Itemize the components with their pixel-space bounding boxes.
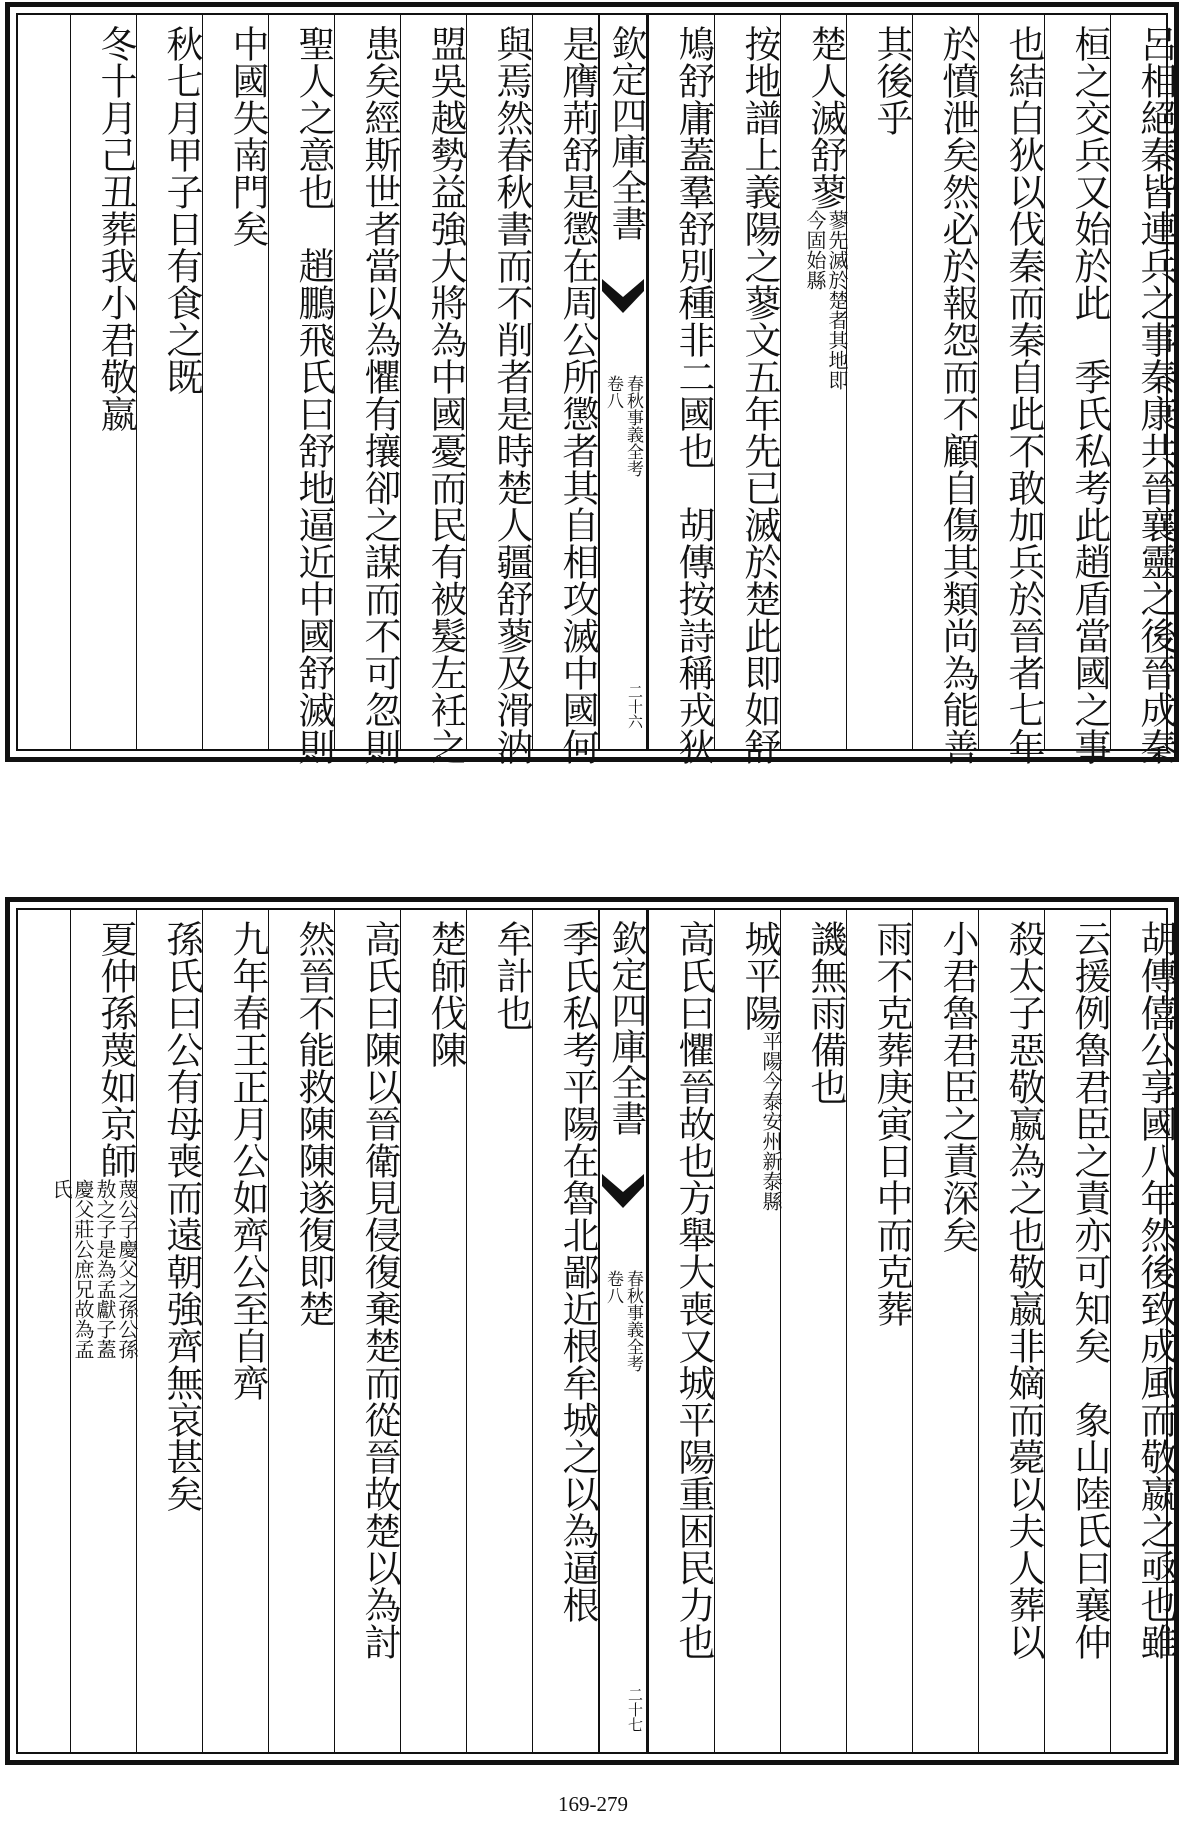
top_page-left-column-4 xyxy=(276,25,336,765)
column-text: 楚人滅舒蓼 xyxy=(804,25,847,210)
column-text: 與焉然春秋書而不削者是時楚人疆舒蓼及滑汭 xyxy=(490,25,533,765)
column-rule xyxy=(70,910,71,1752)
column-text: 夏仲孫蔑如京師 xyxy=(94,920,137,1179)
bottom_page-right-column-4 xyxy=(854,920,914,1742)
top_page-left-column-6 xyxy=(144,25,204,739)
top-page-frame xyxy=(16,13,1177,765)
bottom_page-left-column-7 xyxy=(49,920,139,1742)
top_page-right-column-7 xyxy=(656,25,716,765)
chapter-title: 春秋事義全考 xyxy=(623,1270,643,1372)
center-header-band xyxy=(598,15,648,749)
volume-label: 卷八 xyxy=(603,375,623,409)
top_page-left-column-7 xyxy=(78,25,138,739)
column-text: 聖人之意也 趙鵬飛氏曰舒地逼近中國舒滅則 xyxy=(292,25,335,765)
column-text: 患矣經斯世者當以為懼有攘卻之謀而不可忽則 xyxy=(358,25,401,765)
top_page-right-column-4 xyxy=(854,25,914,739)
page-footer-number: 169-279 xyxy=(558,1792,628,1816)
column-text: 殺太子惡敬嬴為之也敬嬴非嫡而薨以夫人葬以 xyxy=(1002,920,1045,1660)
column-text: 小君魯君臣之責深矣 xyxy=(936,920,979,1253)
column-text: 於憤泄矣然必於報怨而不顧自傷其類尚為能善 xyxy=(936,25,979,765)
column-text: 胡傳僖公享國八年然後致成風而敬嬴之亟也雖 xyxy=(1134,920,1177,1660)
bottom_page-left-column-2 xyxy=(408,920,468,1742)
inline-annotation: 平陽今泰安州新泰縣 xyxy=(759,1031,783,1211)
bottom_page-left-column-1 xyxy=(474,920,534,1742)
column-text: 然晉不能救陳陳遂復即楚 xyxy=(292,920,335,1327)
top_page-right-column-3 xyxy=(920,25,980,765)
bottom_page-right-column-0 xyxy=(1118,920,1178,1742)
bottom_page-left-column-5 xyxy=(210,920,270,1742)
column-text: 楚師伐陳 xyxy=(424,920,467,1068)
chapter-title: 春秋事義全考 xyxy=(623,375,643,477)
bottom_page-left-column-3 xyxy=(342,920,402,1742)
column-text: 其後乎 xyxy=(870,25,913,136)
top_page-left-column-1 xyxy=(474,25,534,765)
column-text: 也結白狄以伐秦而秦自此不敢加兵於晉者七年 xyxy=(1002,25,1045,765)
leaf-number: 二十七 xyxy=(626,1687,644,1732)
column-text: 季氏私考平陽在魯北鄙近根牟城之以為逼根 xyxy=(556,920,599,1623)
bottom-page-frame xyxy=(16,908,1177,1754)
top_page-right-column-2 xyxy=(986,25,1046,765)
column-text: 孫氏曰公有母喪而遠朝強齊無哀甚矣 xyxy=(160,920,203,1512)
column-text: 云援例魯君臣之責亦可知矣 象山陸氏曰襄仲 xyxy=(1068,920,1111,1660)
bottom-page xyxy=(5,897,1179,1765)
top_page-left-column-5 xyxy=(210,25,270,739)
bottom_page-right-column-7 xyxy=(656,920,716,1742)
book-title: 欽定四庫全書 xyxy=(606,25,647,241)
column-text: 城平陽 xyxy=(738,920,781,1031)
bottom_page-right-column-3 xyxy=(920,920,980,1742)
column-text: 按地譜上義陽之蓼文五年先已滅於楚此即如舒 xyxy=(738,25,781,765)
column-rule xyxy=(648,15,649,749)
column-text: 牟計也 xyxy=(490,920,533,1031)
column-text: 高氏曰陳以晉衛見侵復棄楚而從晉故楚以為討 xyxy=(358,920,401,1660)
volume-label: 卷八 xyxy=(603,1270,623,1304)
top_page-left-column-3 xyxy=(342,25,402,765)
column-text: 呂相絕秦皆連兵之事秦康共晉襄靈之後晉成秦 xyxy=(1134,25,1177,765)
column-text: 秋七月甲子日有食之既 xyxy=(160,25,203,395)
top-page xyxy=(5,2,1179,765)
leaf-number: 二十六 xyxy=(626,684,644,729)
bottom_page-right-column-2 xyxy=(986,920,1046,1742)
inline-annotation: 蓼先滅於楚者其地即今固始縣 xyxy=(803,210,849,390)
top_page-right-column-5 xyxy=(788,25,848,739)
column-text: 是膺荊舒是懲在周公所懲者其自相攻滅中國何 xyxy=(556,25,599,765)
bottom_page-left-column-0 xyxy=(540,920,600,1742)
fishtail-mark-icon xyxy=(600,277,646,317)
column-text: 譏無雨備也 xyxy=(804,920,847,1105)
bottom_page-left-column-4 xyxy=(276,920,336,1742)
column-text: 中國失南門矣 xyxy=(226,25,269,247)
top_page-right-column-0 xyxy=(1118,25,1178,765)
column-text: 桓之交兵又始於此 季氏私考此趙盾當國之事 xyxy=(1068,25,1111,765)
top_page-left-column-0 xyxy=(540,25,600,765)
column-text: 盟吳越勢益強大將為中國憂而民有被髮左衽之 xyxy=(424,25,467,765)
fishtail-mark-icon xyxy=(600,1172,646,1212)
column-rule xyxy=(70,15,71,749)
bottom_page-right-column-5 xyxy=(788,920,848,1742)
column-text: 九年春王正月公如齊公至自齊 xyxy=(226,920,269,1401)
column-text: 冬十月己丑葬我小君敬嬴 xyxy=(94,25,137,432)
bottom_page-right-column-1 xyxy=(1052,920,1112,1742)
column-text: 高氏曰懼晉故也方舉大喪又城平陽重困民力也 xyxy=(672,920,715,1660)
top_page-right-column-6 xyxy=(722,25,782,765)
bottom_page-left-column-6 xyxy=(144,920,204,1742)
center-header-band xyxy=(598,910,648,1752)
book-title: 欽定四庫全書 xyxy=(606,920,647,1136)
column-text: 雨不克葬庚寅日中而克葬 xyxy=(870,920,913,1327)
bottom_page-right-column-6 xyxy=(722,920,782,1742)
column-text: 鳩舒庸蓋羣舒別種非二國也 胡傳按詩稱戎狄 xyxy=(672,25,715,765)
top_page-right-column-1 xyxy=(1052,25,1112,765)
top_page-left-column-2 xyxy=(408,25,468,765)
inline-annotation: 蔑公子慶父之孫公孫敖之子是為孟獻子蓋慶父莊公庶兄故為孟氏 xyxy=(49,1179,139,1359)
column-rule xyxy=(648,910,649,1752)
